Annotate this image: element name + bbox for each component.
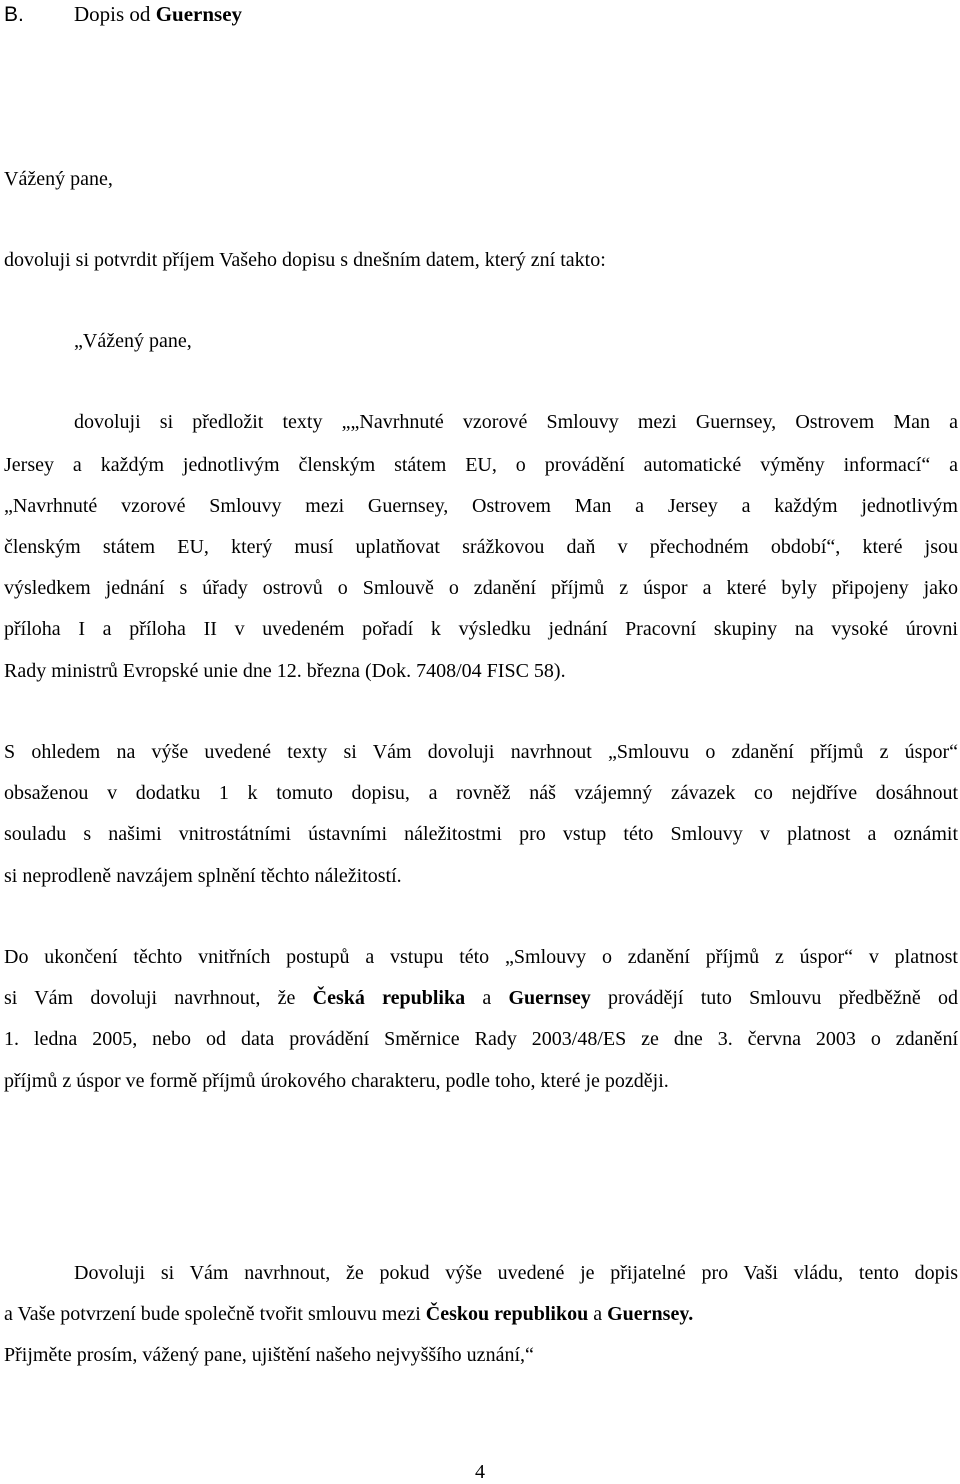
para3-text: si Vám dovoluji navrhnout, že [4, 987, 313, 1009]
ceskou-republikou-bold: Českou republikou [425, 1303, 589, 1325]
para2-line: S ohledem na výše uvedené texty si Vám dovoluji navrhnout „Smlouvu o zdanění příjmů z úspor“ [4, 741, 958, 763]
para3-line [4, 984, 958, 1012]
para1-line: Jersey a každým jednotlivým členským státem EU, o provádění automatické výměny informací“ a [4, 454, 958, 476]
para1-line: výsledkem jednání s úřady ostrovů o Smlouvě o zdanění příjmů z úspor a které byly připojeny jako [4, 577, 958, 599]
section-heading [4, 0, 242, 29]
para2-line: souladu s našimi vnitrostátními ústavními náležitostmi pro vstup této Smlouvy v platnost a oznámit [4, 823, 958, 845]
page-number: 4 [475, 1461, 485, 1483]
para3-line: příjmů z úspor ve formě příjmů úrokového charakteru, podle toho, které je později. [4, 1070, 669, 1092]
para4-text: a Vaše potvrzení bude společně tvořit smlouvu mezi [4, 1303, 426, 1325]
guernsey-bold: Guernsey [508, 987, 591, 1009]
ceska-republika-bold: Česká republika [312, 987, 466, 1009]
para3-line: 1. ledna 2005, nebo od data provádění Směrnice Rady 2003/48/ES ze dne 3. června 2003 o zdanění [4, 1028, 958, 1050]
section-letter: B. [4, 3, 24, 26]
para2-line: obsaženou v dodatku 1 k tomuto dopisu, a rovněž náš vzájemný závazek co nejdříve dosáhnout [4, 782, 958, 804]
para1-line: Rady ministrů Evropské unie dne 12. března (Dok. 7408/04 FISC 58). [4, 660, 566, 682]
para3-line: Do ukončení těchto vnitřních postupů a vstupu této „Smlouvy o zdanění příjmů z úspor“ v platnost [4, 946, 958, 968]
intro-line: dovoluji si potvrdit příjem Vašeho dopisu s dnešním datem, který zní takto: [4, 249, 606, 271]
heading-prefix: Dopis od [74, 2, 156, 26]
para3-text: provádějí tuto Smlouvu předběžně od [590, 987, 958, 1009]
closing-line: Přijměte prosím, vážený pane, ujištění našeho nejvyššího uznání,“ [4, 1344, 534, 1366]
heading-guernsey: Guernsey [155, 2, 243, 26]
para1-line: „Navrhnuté vzorové Smlouvy mezi Guernsey, Ostrovem Man a Jersey a každým jednotlivým [4, 495, 958, 517]
para1-line: příloha I a příloha II v uvedeném pořadí k výsledku jednání Pracovní skupiny na vysoké úrovni [4, 618, 958, 640]
para2-line: si neprodleně navzájem splnění těchto náležitostí. [4, 865, 402, 887]
para4-line [4, 1300, 958, 1328]
para1-line: dovoluji si předložit texty „„Navrhnuté vzorové Smlouvy mezi Guernsey, Ostrovem Man a [74, 411, 958, 433]
salutation: Vážený pane, [4, 168, 113, 190]
quoted-salutation: „Vážený pane, [74, 330, 192, 352]
para3-text: a [465, 987, 509, 1009]
para4-line: Dovoluji si Vám navrhnout, že pokud výše uvedené je přijatelné pro Vaši vládu, tento dopis [74, 1262, 958, 1284]
para1-line: členským státem EU, který musí uplatňovat srážkovou daň v přechodném období“, které jsou [4, 536, 958, 558]
guernsey-bold: Guernsey. [607, 1303, 694, 1325]
para4-text: a [588, 1303, 608, 1325]
